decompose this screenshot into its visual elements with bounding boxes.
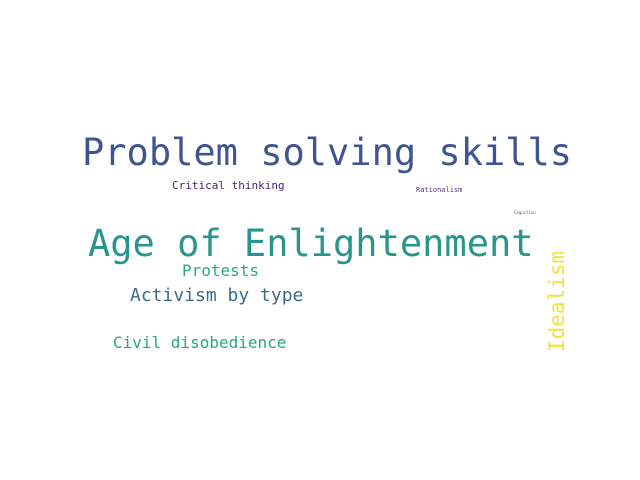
word-problem-solving-skills: Problem solving skills <box>82 131 573 174</box>
word-activism-by-type: Activism by type <box>130 285 304 306</box>
word-critical-thinking: Critical thinking <box>172 179 285 192</box>
word-idealism: Idealism <box>545 250 569 352</box>
word-protests: Protests <box>182 261 260 280</box>
word-age-of-enlightenment: Age of Enlightenment <box>88 222 534 265</box>
word-cognition: Cognition <box>514 210 536 215</box>
word-civil-disobedience: Civil disobedience <box>113 333 287 352</box>
word-rationalism: Rationalism <box>416 186 463 194</box>
